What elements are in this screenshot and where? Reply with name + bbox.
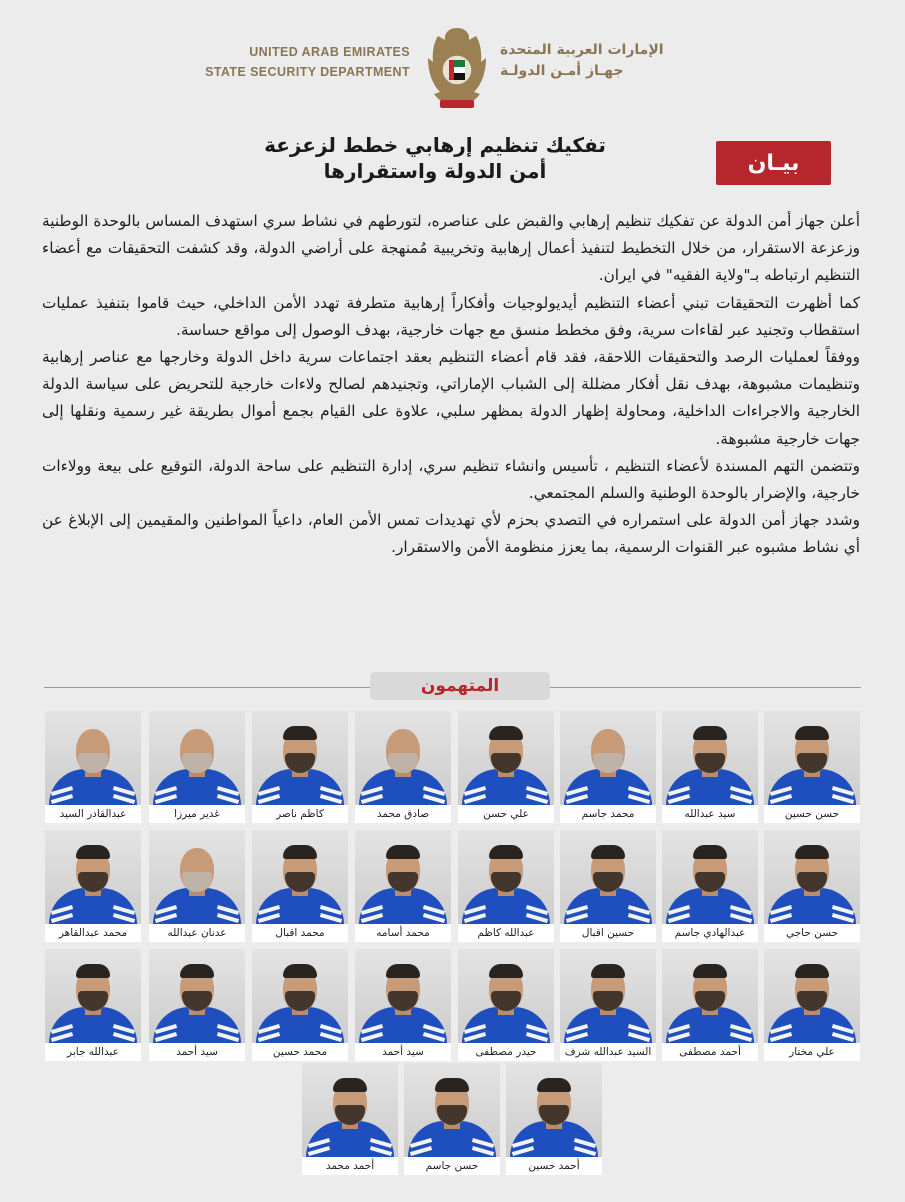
accused-card bbox=[302, 1063, 398, 1175]
portrait-hair bbox=[489, 726, 523, 740]
accused-name: حيدر مصطفى bbox=[458, 1043, 554, 1061]
accused-name: محمد حسين bbox=[252, 1043, 348, 1061]
accused-card bbox=[404, 1063, 500, 1175]
accused-card bbox=[149, 949, 245, 1061]
accused-name: علي مختار bbox=[764, 1043, 860, 1061]
accused-name: محمد عبدالقاهر bbox=[45, 924, 141, 942]
english-authority-name bbox=[205, 42, 410, 82]
statement-paragraph: وشدد جهاز أمن الدولة على استمراره في التصدي بحزم لأي تهديدات تمس الأمن العام، داعياً المواطنين والمقيمين إلى الإبلاغ عن أي نشاط مشبوه عبر القنوات الرسمية، بما يعزز منظومة الأمن والاستقرار. bbox=[42, 511, 860, 557]
portrait-hair bbox=[435, 1078, 469, 1092]
title-line-2: أمن الدولة واستقرارها bbox=[323, 159, 547, 183]
portrait-hair bbox=[76, 964, 110, 978]
portrait-hair bbox=[333, 1078, 367, 1092]
accused-name: أحمد حسين bbox=[506, 1157, 602, 1175]
accused-card bbox=[355, 949, 451, 1061]
accused-card bbox=[149, 830, 245, 942]
accused-card bbox=[45, 711, 141, 823]
arabic-authority-name bbox=[500, 40, 710, 82]
accused-name: عدنان عبدالله bbox=[149, 924, 245, 942]
authority-department-en: STATE SECURITY DEPARTMENT bbox=[205, 65, 410, 79]
accused-card bbox=[662, 830, 758, 942]
uae-emblem-icon bbox=[424, 22, 490, 114]
accused-card bbox=[252, 711, 348, 823]
accused-name: عبدالهادي جاسم bbox=[662, 924, 758, 942]
title-line-1: تفكيك تنظيم إرهابي خطط لزعزعة bbox=[264, 133, 606, 157]
portrait-hair bbox=[180, 964, 214, 978]
accused-name: عبدالقادر السيد bbox=[45, 805, 141, 823]
accused-name: سيد أحمد bbox=[149, 1043, 245, 1061]
authority-country-en: UNITED ARAB EMIRATES bbox=[249, 45, 410, 59]
accused-name: عبدالله جابر bbox=[45, 1043, 141, 1061]
accused-card bbox=[45, 949, 141, 1061]
accused-card bbox=[458, 830, 554, 942]
portrait-hair bbox=[489, 964, 523, 978]
portrait-hair bbox=[693, 964, 727, 978]
portrait-hair bbox=[795, 726, 829, 740]
statement-paragraph: كما أظهرت التحقيقات تبني أعضاء التنظيم أيديولوجيات وأفكاراً إرهابية متطرفة تهدد الأمن الداخلي، حيث قاموا بتنفيذ عمليات استقطاب وتجنيد عبر لقاءات سرية، وفق مخطط منسق مع جهات خارجية، بهدف الوصول إلى مواقع حساسة. bbox=[42, 293, 860, 339]
accused-name: عبدالله كاظم bbox=[458, 924, 554, 942]
statement-paragraph: أعلن جهاز أمن الدولة عن تفكيك تنظيم إرهابي والقبض على عناصره، لتورطهم في نشاط سري استهدف المساس بالوحدة الوطنية وزعزعة الاستقرار، من خلال التخطيط لتنفيذ أعمال إرهابية وتخريبية مُمنهجة على أراضي الدولة، وقد كشفت التحقيقات مع أعضاء التنظيم ارتباطه بـ"ولاية الفقيه" في ايران. bbox=[42, 212, 860, 285]
portrait-hair bbox=[283, 845, 317, 859]
portrait-hair bbox=[795, 845, 829, 859]
portrait-hair bbox=[693, 726, 727, 740]
accused-card bbox=[506, 1063, 602, 1175]
accused-name: حسين اقبال bbox=[560, 924, 656, 942]
accused-card bbox=[355, 711, 451, 823]
accused-name: محمد اقبال bbox=[252, 924, 348, 942]
accused-name: كاظم ناصر bbox=[252, 805, 348, 823]
statement-title bbox=[250, 132, 620, 184]
statement-body bbox=[42, 208, 860, 562]
accused-card bbox=[252, 830, 348, 942]
accused-name: أحمد محمد bbox=[302, 1157, 398, 1175]
accused-name: السيد عبدالله شرف bbox=[560, 1043, 656, 1061]
accused-card bbox=[764, 830, 860, 942]
page-header bbox=[0, 0, 905, 118]
portrait-hair bbox=[283, 964, 317, 978]
portrait-hair bbox=[283, 726, 317, 740]
portrait-hair bbox=[591, 964, 625, 978]
accused-section-title: المتهمون bbox=[370, 672, 550, 700]
accused-card bbox=[149, 711, 245, 823]
accused-name: سيد عبدالله bbox=[662, 805, 758, 823]
accused-name: محمد أسامه bbox=[355, 924, 451, 942]
portrait-hair bbox=[76, 845, 110, 859]
accused-card bbox=[560, 949, 656, 1061]
accused-card bbox=[764, 711, 860, 823]
accused-card bbox=[560, 711, 656, 823]
accused-card bbox=[252, 949, 348, 1061]
accused-card bbox=[764, 949, 860, 1061]
portrait-hair bbox=[489, 845, 523, 859]
accused-name: محمد جاسم bbox=[560, 805, 656, 823]
accused-card bbox=[662, 711, 758, 823]
authority-department-ar: جهـاز أمـن الدولـة bbox=[500, 63, 624, 79]
statement-paragraph: ووفقاً لعمليات الرصد والتحقيقات اللاحقة، فقد قام أعضاء التنظيم بعقد اجتماعات سرية داخل الدولة وخارجها مع عناصر إرهابية وتنظيمات مشبوهة، بهدف نقل أفكار مضللة إلى الشباب الإماراتي، وتجنيدهم لصالح ولاءات خارجية للتحريض على سياسة الدولة الخارجية والاجراءات الداخلية، ومحاولة إظهار الدولة بمظهر سلبي، علاوة على القيام بجمع أموال بطريقة غير رسمية ونقلها إلى جهات خارجية مشبوهة. bbox=[42, 348, 860, 448]
accused-card bbox=[45, 830, 141, 942]
accused-name: حسن حاجي bbox=[764, 924, 860, 942]
accused-card bbox=[458, 949, 554, 1061]
accused-name: علي حسن bbox=[458, 805, 554, 823]
portrait-hair bbox=[693, 845, 727, 859]
statement-badge: بيـان bbox=[716, 141, 831, 185]
accused-name: حسن جاسم bbox=[404, 1157, 500, 1175]
accused-name: غدير ميرزا bbox=[149, 805, 245, 823]
accused-card bbox=[662, 949, 758, 1061]
accused-name: أحمد مصطفى bbox=[662, 1043, 758, 1061]
portrait-hair bbox=[795, 964, 829, 978]
accused-name: صادق محمد bbox=[355, 805, 451, 823]
portrait-hair bbox=[591, 845, 625, 859]
statement-paragraph: وتتضمن التهم المسندة لأعضاء التنظيم ، تأسيس وانشاء تنظيم سري، إدارة التنظيم على ساحة الدولة، التوقيع على بيعة وولاءات خارجية، والإضرار بالوحدة الوطنية والسلم المجتمعي. bbox=[42, 456, 860, 503]
accused-name: حسن حسين bbox=[764, 805, 860, 823]
portrait-hair bbox=[386, 964, 420, 978]
accused-card bbox=[355, 830, 451, 942]
portrait-hair bbox=[386, 845, 420, 859]
portrait-hair bbox=[537, 1078, 571, 1092]
accused-card bbox=[458, 711, 554, 823]
accused-name: سيد أحمد bbox=[355, 1043, 451, 1061]
authority-country-ar: الإمارات العربية المتحدة bbox=[500, 42, 664, 58]
accused-card bbox=[560, 830, 656, 942]
